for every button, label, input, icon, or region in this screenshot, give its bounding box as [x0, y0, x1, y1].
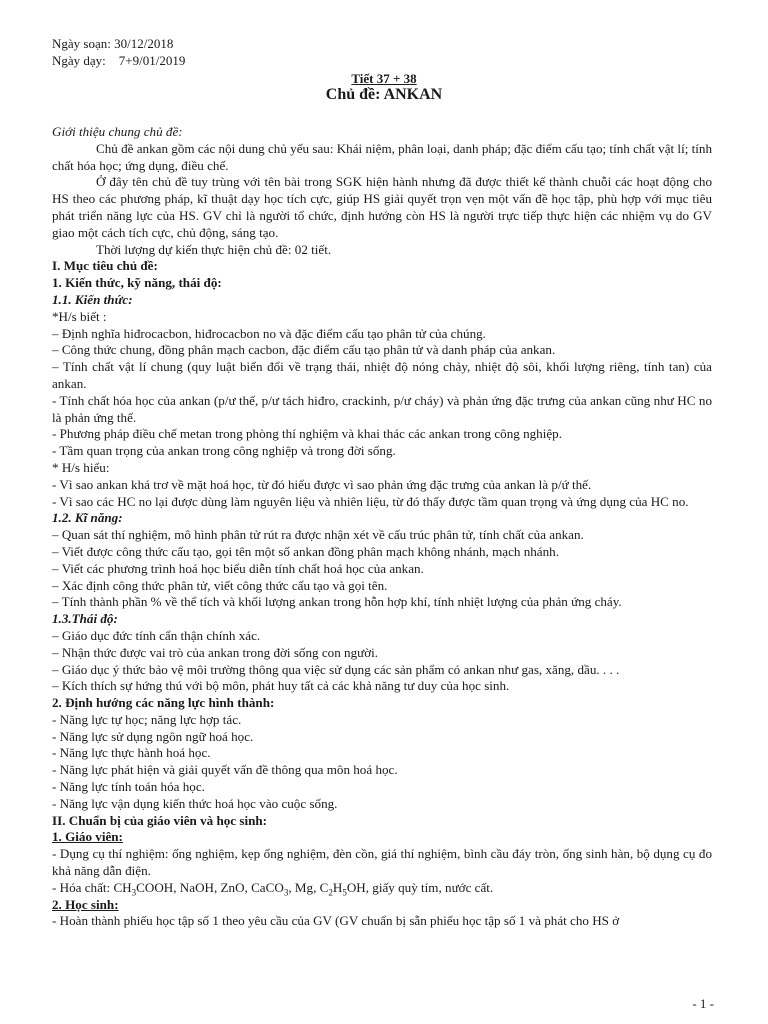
list-item: - Phương pháp điều chế metan trong phòng thí nghiệm và khai thác các ankan trong công nghiệp. [52, 426, 562, 442]
list-label: * H/s hiểu: [52, 459, 110, 475]
list-item: – Viết được công thức cấu tạo, gọi tên một số ankan đồng phân mạch không nhánh, mạch nhánh. [52, 543, 559, 559]
list-item: – Giáo dục đức tính cẩn thận chính xác. [52, 627, 261, 643]
chem-text: , Mg, C [288, 879, 329, 895]
list-item: - Vì sao các HC no lại được dùng làm nguyên liệu và nhiên liệu, từ đó thấy được tầm quan trọng và ứng dụng của HC no. [52, 493, 689, 509]
chem-text: CH [113, 879, 132, 895]
prep-date: Ngày soạn: 30/12/2018 [52, 36, 174, 51]
teach-date: Ngày dạy: 7+9/01/2019 [52, 53, 186, 68]
list-item: - Năng lực thực hành hoá học. [52, 745, 211, 761]
list-item: - Hoàn thành phiếu học tập số 1 theo yêu cầu của GV (GV chuẩn bị sẵn phiếu học tập số 1 và phát cho HS ở [52, 913, 620, 929]
intro-paragraph: Chủ đề ankan gồm các nội dung chủ yếu sau: Khái niệm, phân loại, danh pháp; đặc điểm cấu tạo; tính chất vật lí; tính chất hóa học; ứng dụng, điều chế. [52, 140, 712, 173]
list-item: – Nhận thức được vai trò của ankan trong đời sống con người. [52, 644, 379, 660]
intro-heading: Giới thiệu chung chủ đề: [52, 124, 183, 139]
topic-title: Chủ đề: ANKAN [325, 86, 443, 103]
subsection-heading: 2. Học sinh: [52, 896, 119, 912]
subsection-heading: 1.1. Kiến thức: [52, 291, 133, 307]
section-heading: I. Mục tiêu chủ đề: [52, 258, 158, 274]
list-item: – Quan sát thí nghiệm, mô hình phân tử rút ra được nhận xét về cấu trúc phân tử, tính chất của ankan. [52, 527, 584, 543]
chem-text: - Hóa chất: [52, 879, 114, 895]
list-item: - Vì sao ankan khá trơ về mặt hoá học, từ đó hiểu được vì sao phản ứng đặc trưng của ankan là p/ứ thế. [52, 476, 592, 492]
chemicals-line [52, 880, 712, 897]
lesson-number: Tiết 37 + 38 [351, 71, 417, 86]
list-item: - Năng lực phát hiện và giải quyết vấn đề thông qua môn hoá học. [52, 762, 398, 778]
subsection-heading: 1.2. Kĩ năng: [52, 510, 123, 526]
chem-text: OH, giấy quỳ tím, nước cất. [346, 879, 494, 895]
subsection-heading: 1. Kiến thức, kỹ năng, thái độ: [52, 275, 222, 291]
list-item: - Dụng cụ thí nghiệm: ống nghiệm, kẹp ống nghiệm, đèn cồn, giá thí nghiệm, bình cầu đáy tròn, ống sinh hàn, bộ dụng cụ đo khả năng dẫn điện. [52, 846, 712, 879]
chem-subscript: 3 [283, 887, 289, 898]
list-item: – Viết các phương trình hoá học biểu diễn tính chất hoá học của ankan. [52, 560, 424, 576]
chem-text: COOH, NaOH, ZnO, CaCO [136, 879, 284, 895]
list-item: – Kích thích sự hứng thú với bộ môn, phát huy tất cả các khả năng tư duy của học sinh. [52, 678, 510, 694]
document-body [52, 124, 712, 930]
chem-subscript: 3 [131, 887, 137, 898]
chem-text: H [332, 879, 343, 895]
list-item: - Năng lực sử dụng ngôn ngữ hoá học. [52, 728, 254, 744]
chem-subscript: 2 [328, 887, 333, 898]
lesson-meta [52, 35, 185, 69]
subsection-heading: 1.3.Thái độ: [52, 611, 118, 627]
intro-paragraph: Ở đây tên chủ đề tuy trùng với tên bài trong SGK hiện hành nhưng đã được thiết kế thành chuỗi các hoạt động cho HS theo các phương pháp, kĩ thuật dạy học tích cực, giúp HS giải quyết trọn vẹn một vấn đề học tập, phù hợp với mục tiêu phát triển năng lực của HS. GV chỉ là người tổ chức, định hướng còn HS là người trực tiếp thực hiện các nhiệm vụ do GV giao một cách tích cực, chủ động, sáng tạo. [52, 174, 712, 240]
list-item: - Tầm quan trọng của ankan trong công nghiệp và trong đời sống. [52, 443, 396, 459]
list-item: – Công thức chung, đồng phân mạch cacbon, đặc điểm cấu tạo phân tử và danh pháp của ankan. [52, 342, 556, 358]
list-item: - Năng lực tự học; năng lực hợp tác. [52, 711, 242, 727]
subsection-heading: 1. Giáo viên: [52, 829, 123, 845]
list-item: - Tính chất hóa học của ankan (p/ư thế, p/ư tách hiđro, crackinh, p/ư cháy) và phản ứng đặc trưng của ankan cũng như HC no là phản ứng thế. [52, 392, 712, 425]
list-item: – Giáo dục ý thức bảo vệ môi trường thông qua việc sử dụng các sản phẩm có ankan như gas, xăng, dầu. . . . [52, 661, 620, 677]
chem-subscript: 5 [342, 887, 347, 898]
list-label: *H/s biết : [52, 308, 107, 324]
list-item: – Tính thành phần % về thể tích và khối lượng ankan trong hỗn hợp khí, tính nhiệt lượng của phản ứng cháy. [52, 594, 622, 610]
list-item: – Tính chất vật lí chung (quy luật biến đổi về trạng thái, nhiệt độ nóng chảy, nhiệt độ sôi, khối lượng riêng, tính tan) của ankan. [52, 359, 712, 391]
list-item: - Năng lực tính toán hóa học. [52, 779, 205, 795]
intro-paragraph: Thời lượng dự kiến thực hiện chủ đề: 02 tiết. [96, 241, 332, 257]
list-item: – Định nghĩa hiđrocacbon, hiđrocacbon no và đặc điểm cấu tạo phân tử của chúng. [52, 325, 486, 341]
list-item: – Xác định công thức phân tử, viết công thức cấu tạo và gọi tên. [52, 577, 388, 593]
subsection-heading: 2. Định hướng các năng lực hình thành: [52, 695, 275, 711]
section-heading: II. Chuẩn bị của giáo viên và học sinh: [52, 812, 268, 828]
list-item: - Năng lực vận dụng kiến thức hoá học vào cuộc sống. [52, 795, 338, 811]
page-number: - 1 - [692, 996, 714, 1011]
